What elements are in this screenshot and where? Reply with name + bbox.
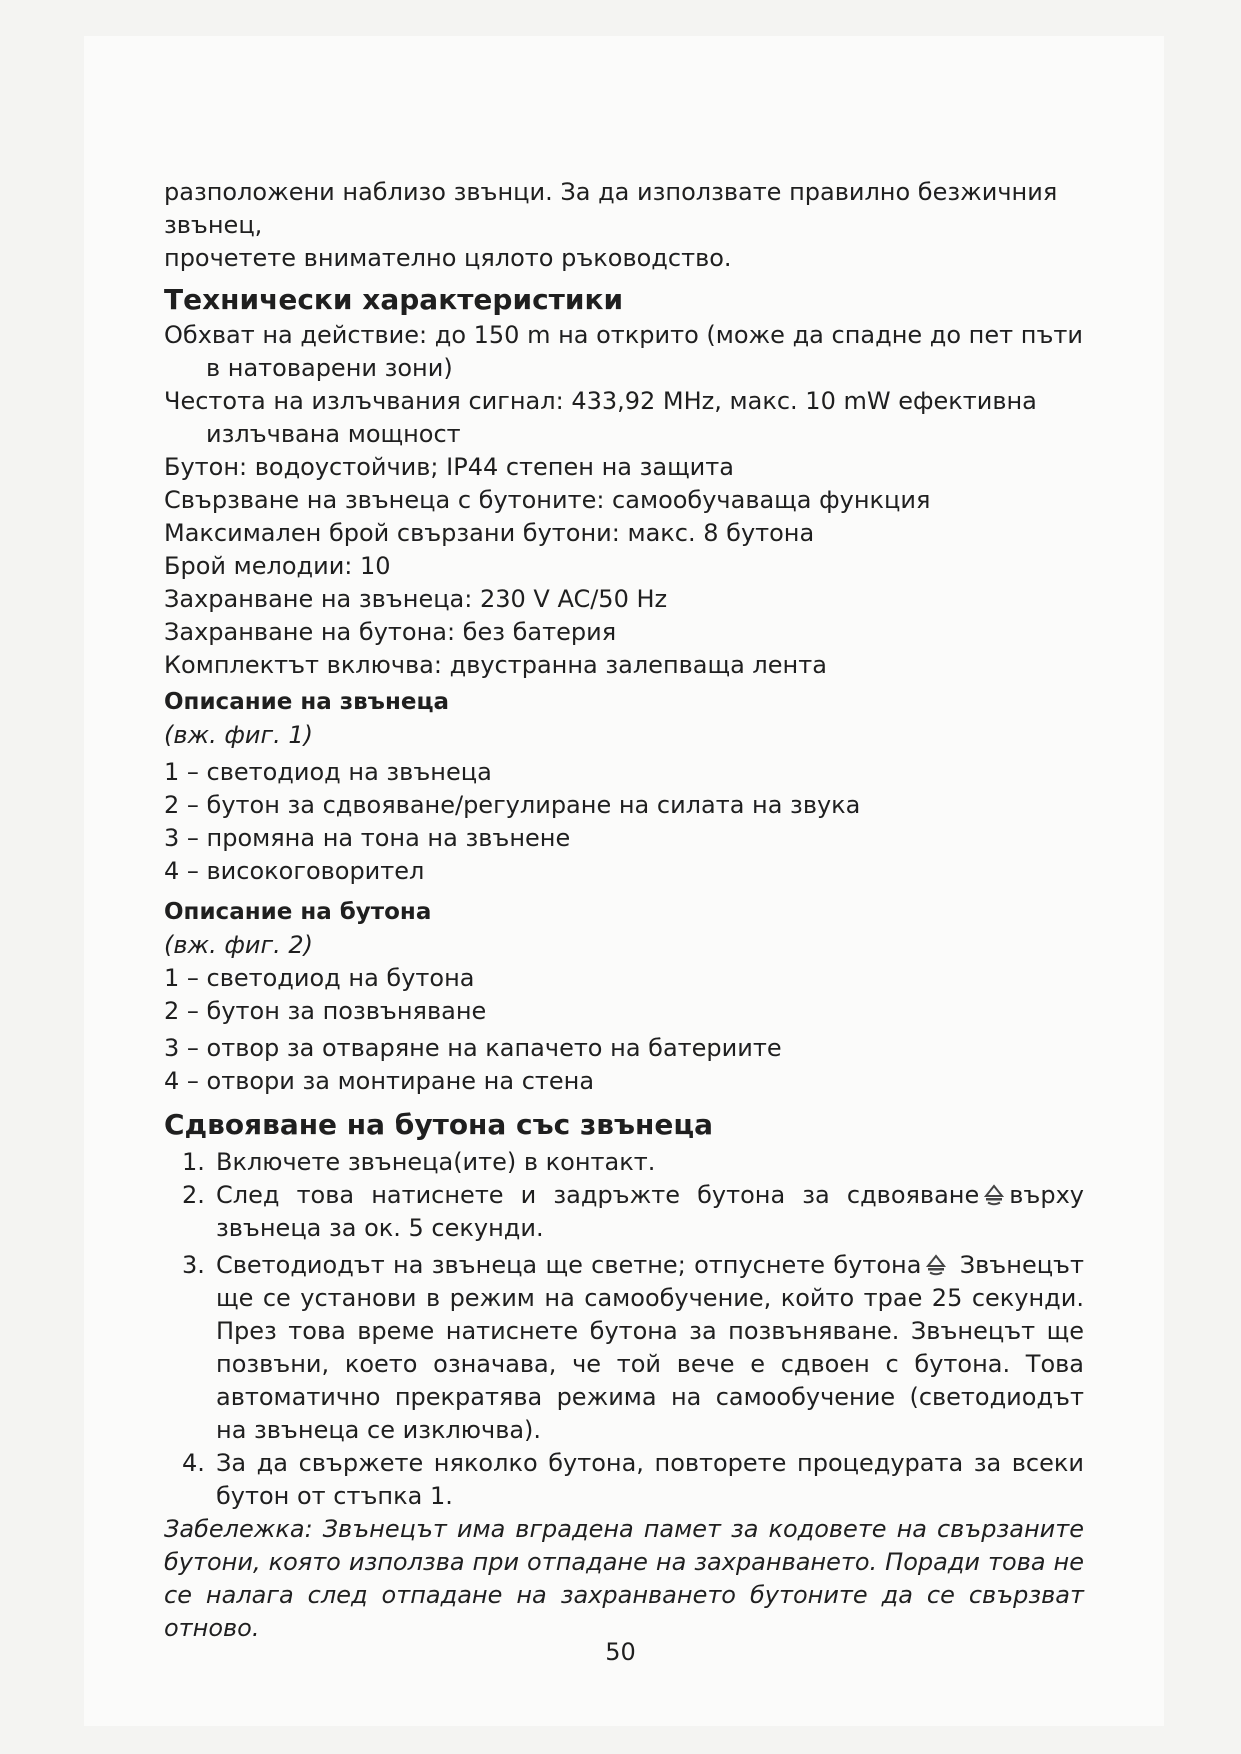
list-item: 1 – светодиод на звънеца — [164, 758, 492, 786]
step-text: След това натиснете и задръжте бутона за сдвояване — [216, 1181, 980, 1209]
spec-item: Свързване на звънеца с бутоните: самообучаваща функция — [164, 486, 931, 514]
list-item: 4 – отвори за монтиране на стена — [164, 1067, 595, 1095]
page-number: 50 — [605, 1638, 636, 1666]
spec-item: Обхват на действие: до 150 m на открито (може да спадне до пет пъти в натоварени зони) — [164, 321, 1083, 382]
list-item: 1 – светодиод на бутона — [164, 964, 475, 992]
step-text: Включете звънеца(ите) в контакт. — [216, 1148, 656, 1176]
pairing-step — [164, 1249, 1084, 1447]
spec-item: Захранване на звънеца: 230 V AC/50 Hz — [164, 585, 668, 613]
figure-reference: (вж. фиг. 1) — [164, 721, 314, 749]
doorbell-description-heading: Описание на звънеца — [164, 689, 450, 715]
figure-reference: (вж. фиг. 2) — [164, 931, 314, 959]
step-number: 1. — [182, 1148, 205, 1176]
intro-paragraph — [164, 176, 1084, 275]
list-item: 3 – отвор за отваряне на капачето на батериите — [164, 1034, 782, 1062]
step-text: Звънецът ще се установи в режим на самообучение, който трае 25 секунди. През това време натиснете бутона за позвъняване. Звънецът ще позвъни, което означава, че той вече е сдвоен с бутона. Това автоматично прекратява режима на самообучение (светодиодът на звънеца се изключва). — [216, 1251, 1084, 1444]
step-number: 4. — [182, 1449, 205, 1477]
doorbell-parts-list — [164, 756, 1084, 888]
list-item: 4 – високоговорител — [164, 857, 425, 885]
pairing-bell-icon — [923, 1251, 949, 1277]
pairing-step — [164, 1146, 1084, 1179]
specs-heading: Технически характеристики — [164, 283, 624, 316]
list-item: 2 – бутон за позвъняване — [164, 997, 487, 1025]
pairing-step — [164, 1447, 1084, 1513]
pairing-bell-icon — [981, 1181, 1007, 1207]
spec-item: Захранване на бутона: без батерия — [164, 618, 617, 646]
intro-line: прочетете внимателно цялото ръководство. — [164, 244, 732, 272]
spec-item: Брой мелодии: 10 — [164, 552, 391, 580]
step-number: 2. — [182, 1181, 205, 1209]
pairing-steps — [164, 1146, 1084, 1513]
step-text: Светодиодът на звънеца ще светне; отпуснете бутона — [216, 1251, 922, 1279]
button-description-heading: Описание на бутона — [164, 899, 432, 925]
pairing-step — [164, 1179, 1084, 1245]
list-item: 2 – бутон за сдвояване/регулиране на силата на звука — [164, 791, 861, 819]
intro-line: разположени наблизо звънци. За да използвате правилно безжичния звънец, — [164, 178, 1058, 239]
spec-item: Бутон: водоустойчив; IP44 степен на защита — [164, 453, 734, 481]
specs-list — [164, 319, 1084, 682]
note-paragraph: Забележка: Звънецът има вградена памет за кодовете на свързаните бутони, която използва при отпадане на захранването. Поради това не се налага след отпадане на захранването бутоните да се свързват отново. — [164, 1515, 1084, 1642]
spec-item: Максимален брой свързани бутони: макс. 8 бутона — [164, 519, 815, 547]
step-text: За да свържете няколко бутона, повторете процедурата за всеки бутон от стъпка 1. — [216, 1449, 1084, 1510]
document-body — [164, 176, 1084, 1645]
button-parts-list — [164, 962, 1084, 1098]
spec-item: Честота на излъчвания сигнал: 433,92 MHz, макс. 10 mW ефективна излъчвана мощност — [164, 387, 1037, 448]
pairing-heading: Сдвояване на бутона със звънеца — [164, 1108, 714, 1141]
list-item: 3 – промяна на тона на звънене — [164, 824, 571, 852]
spec-item: Комплектът включва: двустранна залепваща лента — [164, 651, 827, 679]
step-number: 3. — [182, 1251, 205, 1279]
step-text: върху звънеца за ок. 5 секунди. — [216, 1181, 1084, 1242]
